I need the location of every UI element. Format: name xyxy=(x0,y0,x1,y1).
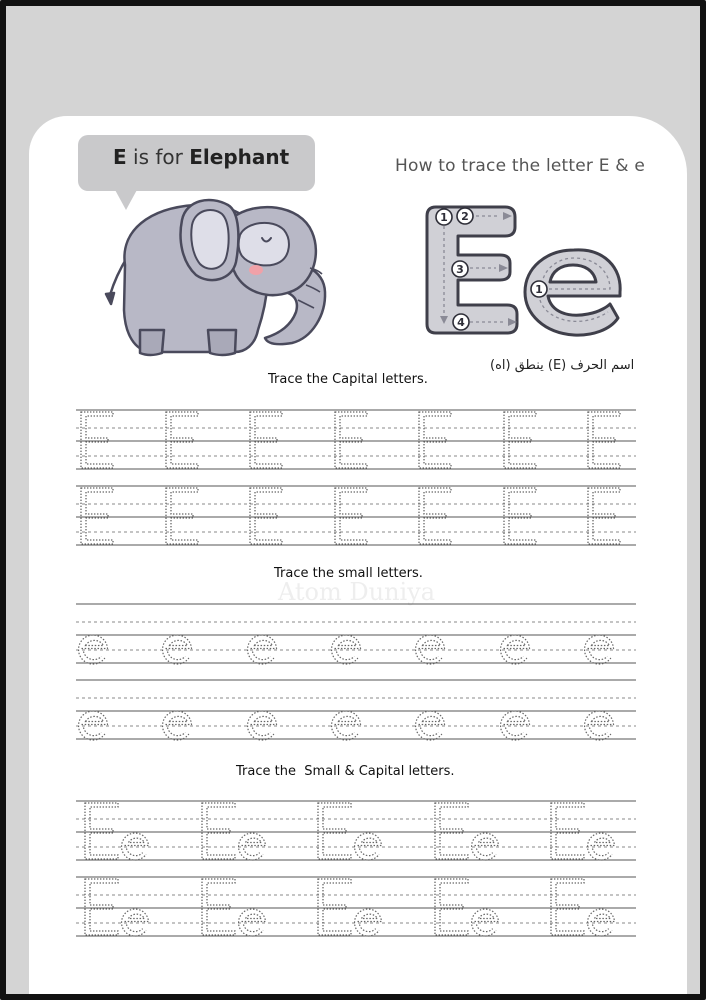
trace-small-e[interactable] xyxy=(78,632,110,665)
trace-small-e[interactable] xyxy=(587,906,617,937)
trace-capital-e[interactable] xyxy=(84,802,119,860)
how-to-trace-title: How to trace the letter E & e xyxy=(395,156,645,176)
trace-small-e[interactable] xyxy=(238,906,268,937)
trace-small-e[interactable] xyxy=(162,632,194,665)
trace-capital-e[interactable] xyxy=(201,802,236,860)
trace-small-e[interactable] xyxy=(354,830,384,861)
trace-small-e[interactable] xyxy=(500,632,532,665)
trace-small-e[interactable] xyxy=(238,830,268,861)
trace-capital-e[interactable] xyxy=(334,487,368,545)
trace-capital-e[interactable] xyxy=(80,487,114,545)
bubble-connector: is for xyxy=(126,145,190,169)
arabic-pronunciation-note: اسم الحرف (E) ينطق (اه) xyxy=(490,358,635,373)
trace-capital-e[interactable] xyxy=(84,878,119,936)
trace-capital-e[interactable] xyxy=(434,802,469,860)
trace-capital-e[interactable] xyxy=(165,411,199,469)
step-number: 2 xyxy=(461,210,469,223)
trace-small-e[interactable] xyxy=(500,708,532,741)
trace-capital-e[interactable] xyxy=(418,487,452,545)
step-number: 1 xyxy=(440,211,448,224)
section-title-small: Trace the small letters. xyxy=(274,566,423,581)
trace-small-e[interactable] xyxy=(121,906,151,937)
step-number: 1 xyxy=(535,283,543,296)
trace-small-e[interactable] xyxy=(354,906,384,937)
trace-capital-e[interactable] xyxy=(80,411,114,469)
trace-capital-e[interactable] xyxy=(550,802,585,860)
watermark-text: Atom Duniya xyxy=(278,578,436,606)
section-title-mixed: Trace the Small & Capital letters. xyxy=(236,764,455,779)
trace-capital-e[interactable] xyxy=(418,411,452,469)
trace-capital-e[interactable] xyxy=(165,487,199,545)
trace-capital-e[interactable] xyxy=(503,411,537,469)
trace-capital-e[interactable] xyxy=(249,487,283,545)
trace-small-e[interactable] xyxy=(162,708,194,741)
trace-capital-e[interactable] xyxy=(249,411,283,469)
trace-capital-e[interactable] xyxy=(587,411,621,469)
trace-capital-e[interactable] xyxy=(434,878,469,936)
bubble-word: Elephant xyxy=(189,145,290,169)
trace-small-e[interactable] xyxy=(584,632,616,665)
trace-small-e[interactable] xyxy=(415,708,447,741)
trace-capital-e[interactable] xyxy=(334,411,368,469)
step-number: 4 xyxy=(457,316,465,329)
section-title-capital: Trace the Capital letters. xyxy=(268,372,428,387)
trace-small-e[interactable] xyxy=(78,708,110,741)
trace-small-e[interactable] xyxy=(247,632,279,665)
trace-small-e[interactable] xyxy=(587,830,617,861)
bubble-letter: E xyxy=(113,145,127,169)
trace-small-e[interactable] xyxy=(331,632,363,665)
trace-capital-e[interactable] xyxy=(550,878,585,936)
trace-small-e[interactable] xyxy=(471,906,501,937)
trace-capital-e[interactable] xyxy=(503,487,537,545)
trace-small-e[interactable] xyxy=(584,708,616,741)
trace-small-e[interactable] xyxy=(121,830,151,861)
trace-capital-e[interactable] xyxy=(317,802,352,860)
trace-small-e[interactable] xyxy=(247,708,279,741)
trace-capital-e[interactable] xyxy=(587,487,621,545)
trace-small-e[interactable] xyxy=(331,708,363,741)
step-number: 3 xyxy=(456,263,464,276)
trace-capital-e[interactable] xyxy=(317,878,352,936)
trace-capital-e[interactable] xyxy=(201,878,236,936)
trace-small-e[interactable] xyxy=(471,830,501,861)
trace-small-e[interactable] xyxy=(415,632,447,665)
